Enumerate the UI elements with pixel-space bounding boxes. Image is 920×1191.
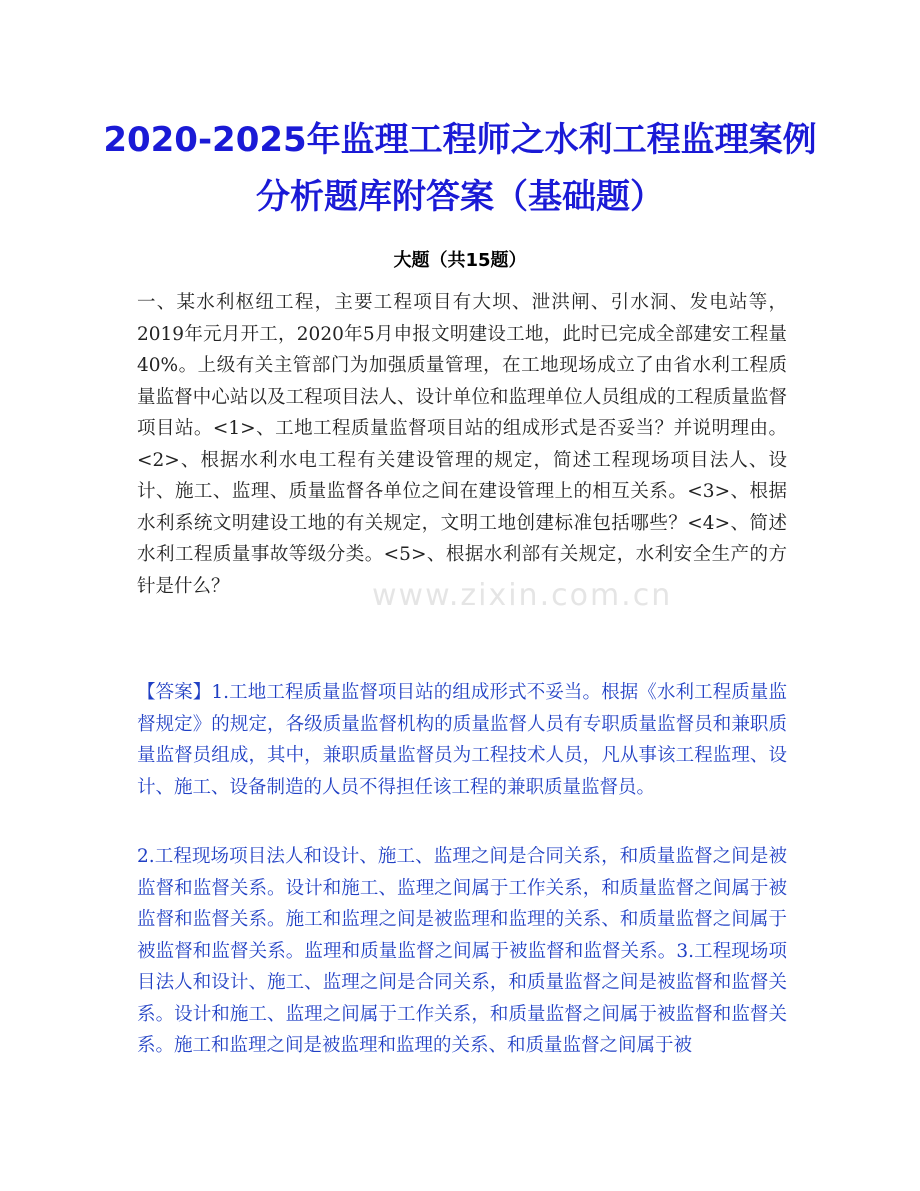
document-title: 2020-2025年监理工程师之水利工程监理案例分析题库附答案（基础题） (103, 120, 817, 217)
watermark: www.zixin.com.cn (372, 578, 673, 613)
section-heading: 大题（共15题） (393, 250, 527, 271)
answer-paragraph-1: 【答案】1.工地工程质量监督项目站的组成形式不妥当。根据《水利工程质量监督规定》的规定，各级质量监督机构的质量监督人员有专职质量监督员和兼职质量监督员组成，其中，兼职质量监督员为工程技术人员，凡从事该工程监理、设计、施工、设备制造的人员不得担任该工程的兼职质量监督员。 (137, 682, 787, 798)
question-text: 一、某水利枢纽工程，主要工程项目有大坝、泄洪闸、引水洞、发电站等，2019年元月开工，2020年5月申报文明建设工地，此时已完成全部建安工程量40%。上级有关主管部门为加强质量管理，在工地现场成立了由省水利工程质量监督中心站以及工程项目法人、设计单位和监理单位人员组成的工程质量监督项目站。<1>、工地工程质量监督项目站的组成形式是否妥当？并说明理由。<2>、根据水利水电工程有关建设管理的规定，简述工程现场项目法人、设计、施工、监理、质量监督各单位之间在建设管理上的相互关系。<3>、根据水利系统文明建设工地的有关规定，文明工地创建标准包括哪些？<4>、简述水利工程质量事故等级分类。<5>、根据水利部有关规定，水利安全生产的方针是什么？ (137, 292, 787, 597)
answer-paragraph-2: 2.工程现场项目法人和设计、施工、监理之间是合同关系，和质量监督之间是被监督和监督关系。设计和施工、监理之间属于工作关系，和质量监督之间属于被监督和监督关系。施工和监理之间是被监理和监理的关系、和质量监督之间属于被监督和监督关系。监理和质量监督之间属于被监督和监督关系。3.工程现场项目法人和设计、施工、监理之间是合同关系，和质量监督之间是被监督和监督关系。设计和施工、监理之间属于工作关系，和质量监督之间属于被监督和监督关系。施工和监理之间是被监理和监理的关系、和质量监督之间属于被 (137, 846, 787, 1056)
